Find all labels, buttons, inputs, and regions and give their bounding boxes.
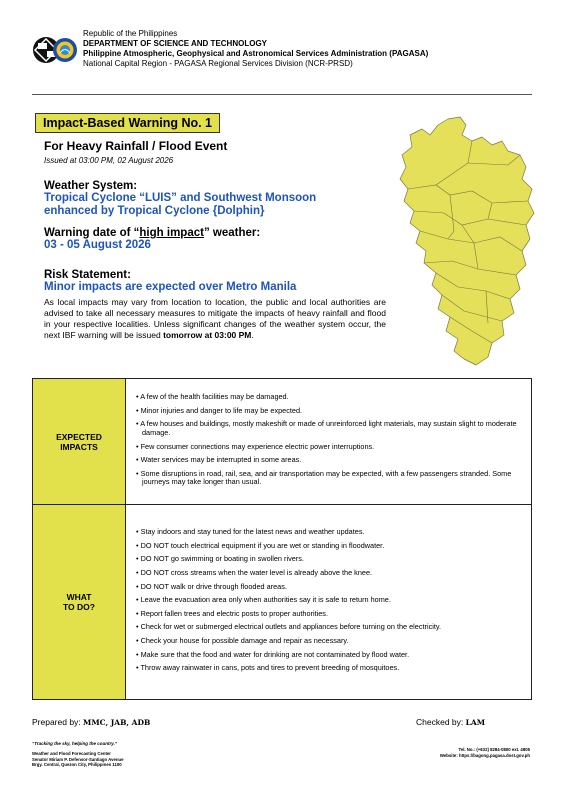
warning-date-label-post: ” weather: (203, 227, 261, 239)
actions-list-cell (126, 505, 532, 700)
warning-date-value: 03 - 05 August 2026 (44, 239, 151, 251)
warning-date-section (44, 227, 260, 252)
metro-manila-map (388, 115, 538, 370)
checked-label: Checked by: (416, 717, 464, 727)
agency-line: Philippine Atmospheric, Geophysical and Astronomical Services Administration (PAGASA) (83, 49, 429, 58)
impacts-list-cell (126, 379, 532, 505)
high-impact-text: high impact (139, 227, 204, 239)
telephone: Tel. No.: (+632) 8284-0800 ext. 4805 (458, 747, 530, 752)
checked-signature: LAM (465, 718, 486, 727)
pagasa-logo-icon (53, 38, 77, 62)
weather-system-line1: Tropical Cyclone “LUIS” and Southwest Monsoon (44, 192, 317, 204)
list-item: • Check for wet or submerged electrical outlets and appliances before turning on the electricity. (136, 623, 525, 632)
advisory-paragraph (44, 297, 386, 341)
list-item: • Few consumer connections may experience electric power interruptions. (136, 443, 525, 452)
advisory-emphasis: tomorrow at 03:00 PM (163, 330, 252, 340)
list-item: • Leave the evacuation area only when authorities say it is safe to return home. (136, 596, 525, 605)
warning-date-label (44, 227, 260, 239)
tagline: “Tracking the sky, helping the country.” (32, 741, 118, 746)
agency-header (83, 29, 428, 69)
advisory-text: As local impacts may vary from location to location, the public and local authorities are advised to take all necessary measures to mitigate the impacts of heavy rainfall and flood in your respective localities. Unless significant changes of the weather system occur, the next IBF warning will be issued (44, 297, 386, 340)
prepared-signature: MMC, JAB, ADB (83, 718, 151, 727)
contact-info (380, 747, 530, 758)
issued-time: Issued at 03:00 PM, 02 August 2026 (44, 156, 174, 165)
prepared-label: Prepared by: (32, 717, 81, 727)
advisory-end: . (251, 330, 254, 340)
actions-row (33, 505, 532, 700)
header-divider (32, 94, 532, 95)
list-item: • Throw away rainwater in cans, pots and tires to prevent breeding of mosquitoes. (136, 664, 525, 673)
republic-line: Republic of the Philippines (83, 29, 178, 38)
list-item: • A few houses and buildings, mostly makeshift or made of unreinforced light materials, may sustain slight to moderate damage. (136, 420, 525, 437)
address-line1: Weather and Flood Forecasting Center (32, 751, 111, 756)
list-item: • Check your house for possible damage and repair as necessary. (136, 637, 525, 646)
list-item: • Water services may be interrupted in some areas. (136, 456, 525, 465)
impacts-label (33, 379, 126, 505)
actions-label (33, 505, 126, 700)
risk-statement-label: Risk Statement: (44, 269, 131, 281)
list-item: • Stay indoors and stay tuned for the latest news and weather updates. (136, 528, 525, 537)
list-item: • Make sure that the food and water for drinking are not contaminated by flood water. (136, 651, 525, 660)
weather-system-section (44, 180, 316, 217)
list-item: • Some disruptions in road, rail, sea, and air transportation may be expected, with a few passengers stranded. Some journeys may take longer than usual. (136, 470, 525, 487)
address-line2: Senator Miriam P. Defensor-Santiago Avenue (32, 756, 124, 762)
website-link[interactable]: Website: https://bagong.pagasa.dost.gov.ph (439, 752, 530, 758)
list-item: • DO NOT walk or drive through flooded areas. (136, 583, 525, 592)
office-address (32, 751, 124, 768)
impacts-list (136, 393, 525, 487)
prepared-by (32, 717, 150, 727)
list-item: • Minor injuries and danger to life may be expected. (136, 407, 525, 416)
department-line: DEPARTMENT OF SCIENCE AND TECHNOLOGY (83, 39, 268, 48)
list-item: • A few of the health facilities may be damaged. (136, 393, 525, 402)
actions-list (136, 528, 525, 673)
agency-logos (32, 27, 78, 73)
impacts-label-line2: IMPACTS (60, 441, 98, 452)
warning-subtitle: For Heavy Rainfall / Flood Event (44, 139, 228, 153)
list-item: • DO NOT touch electrical equipment if you are wet or standing in floodwater. (136, 542, 525, 551)
actions-label-line2: TO DO? (63, 602, 95, 612)
risk-statement-section (44, 269, 296, 294)
weather-system-line2: enhanced by Tropical Cyclone {Dolphin} (44, 204, 265, 217)
checked-by (416, 717, 485, 727)
impacts-row (33, 379, 532, 505)
impact-action-table (32, 378, 532, 700)
actions-label-line1: WHAT (66, 592, 92, 602)
list-item: • DO NOT cross streams when the water level is already above the knee. (136, 569, 525, 578)
warning-date-label-pre: Warning date of “ (44, 227, 140, 239)
list-item: • DO NOT go swimming or boating in swollen rivers. (136, 555, 525, 564)
warning-title: Impact-Based Warning No. 1 (35, 113, 220, 133)
region-line: National Capital Region - PAGASA Regional Services Division (NCR-PRSD) (83, 59, 353, 68)
weather-system-label: Weather System: (44, 180, 138, 192)
list-item: • Report fallen trees and electric posts to proper authorities. (136, 610, 525, 619)
risk-statement-value: Minor impacts are expected over Metro Manila (44, 281, 297, 293)
impacts-label-line1: EXPECTED (56, 431, 102, 442)
address-line3: Brgy. Central, Quezon City, Philippines 1100 (32, 762, 122, 768)
